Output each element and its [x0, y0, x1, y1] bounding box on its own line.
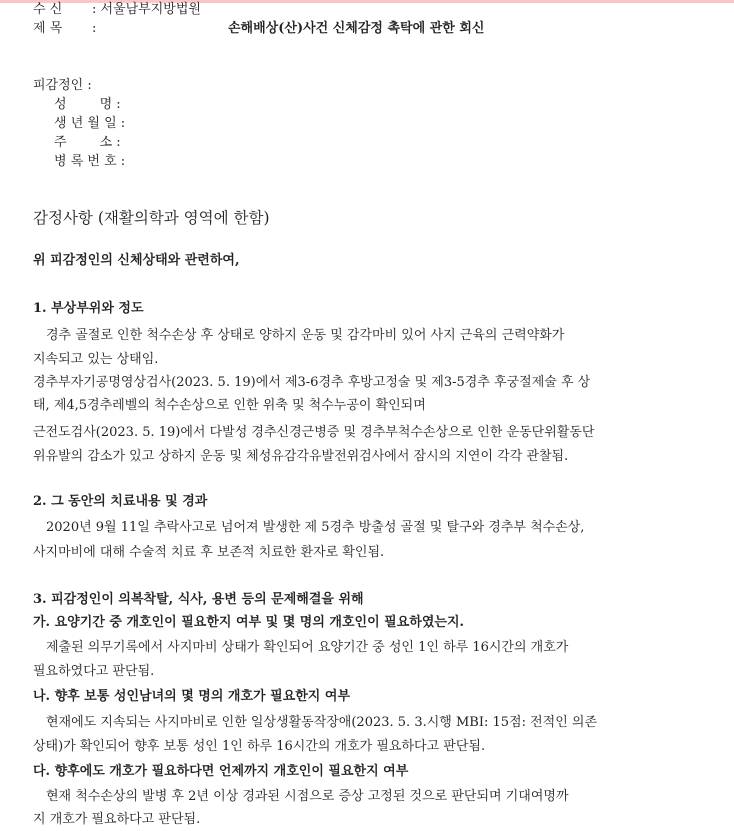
section-3c-line: 현재 척수손상의 발병 후 2년 이상 경과된 시점으로 증상 고정된 것으로 판단되며 기대여명까	[46, 789, 569, 804]
section-3c-heading: 다. 향후에도 개호가 필요하다면 언제까지 개호인이 필요한지 여부	[33, 764, 409, 779]
section-3-heading: 3. 피감정인이 의복착탈, 식사, 용변 등의 문제해결을 위해	[33, 592, 364, 607]
section-3b-heading: 나. 향후 보통 성인남녀의 몇 명의 개호가 필요한지 여부	[33, 689, 351, 704]
section-1-line: 위유발의 감소가 있고 상하지 운동 및 체성유감각유발전위검사에서 잠시의 지연이 각각 관찰됨.	[33, 449, 569, 464]
section-1-heading: 1. 부상부위와 정도	[33, 301, 144, 316]
document-subject: 손해배상(산)사건 신체감정 촉탁에 관한 회신	[228, 21, 485, 36]
section-3b-line: 상태)가 확인되어 향후 보통 성인 1인 하루 16시간의 개호가 필요하다고 판단됨.	[33, 739, 486, 754]
section-3a-line: 제출된 의무기록에서 사지마비 상태가 확인되어 요양기간 중 성인 1인 하루 16시간의 개호가	[46, 640, 569, 655]
field-address-label: 주 소 :	[54, 135, 121, 150]
subject-colon: :	[92, 21, 97, 36]
section-2-heading: 2. 그 동안의 치료내용 및 경과	[33, 494, 208, 509]
examinee-title: 피감정인 :	[33, 78, 92, 93]
section-1-line: 경추부자기공명영상검사(2023. 5. 19)에서 제3-6경추 후방고정술 및 제3-5경추 후궁절제술 후 상	[33, 375, 591, 390]
to-label: 수 신	[33, 2, 63, 17]
field-birthdate-label: 생 년 월 일 :	[54, 116, 126, 131]
section-1-line: 근전도검사(2023. 5. 19)에서 다발성 경추신경근병증 및 경추부척수손상으로 인한 운동단위활동단	[33, 425, 595, 440]
subject-label: 제 목	[33, 21, 63, 36]
field-name-label: 성 명 :	[54, 97, 121, 112]
section-1-line: 태, 제4,5경추레벨의 척수손상으로 인한 위축 및 척수누공이 확인되며	[33, 398, 426, 413]
section-3a-heading: 가. 요양기간 중 개호인이 필요한지 여부 및 몇 명의 개호인이 필요하였는지.	[33, 615, 465, 630]
field-record-number-label: 병 록 번 호 :	[54, 154, 126, 169]
section-2-line: 사지마비에 대해 수술적 치료 후 보존적 치료한 환자로 확인됨.	[33, 545, 385, 560]
section-1-line: 지속되고 있는 상태임.	[33, 352, 159, 367]
intro-line: 위 피감정인의 신체상태와 관련하여,	[33, 253, 240, 268]
section-2-line: 2020년 9월 11일 추락사고로 넘어져 발생한 제 5경추 방출성 골절 및 탈구와 경추부 척수손상,	[46, 520, 585, 535]
section-3a-line: 필요하였다고 판단됨.	[33, 664, 155, 679]
to-value: : 서울남부지방법원	[92, 2, 201, 17]
main-heading: 감정사항 (재활의학과 영역에 한함)	[33, 209, 270, 227]
section-3b-line: 현재에도 지속되는 사지마비로 인한 일상생활동작장애(2023. 5. 3.시행 MBI: 15점: 전적인 의존	[46, 715, 598, 730]
section-3c-line: 지 개호가 필요하다고 판단됨.	[33, 812, 201, 827]
section-1-line: 경추 골절로 인한 척수손상 후 상태로 양하지 운동 및 감각마비 있어 사지 근육의 근력약화가	[46, 328, 565, 343]
